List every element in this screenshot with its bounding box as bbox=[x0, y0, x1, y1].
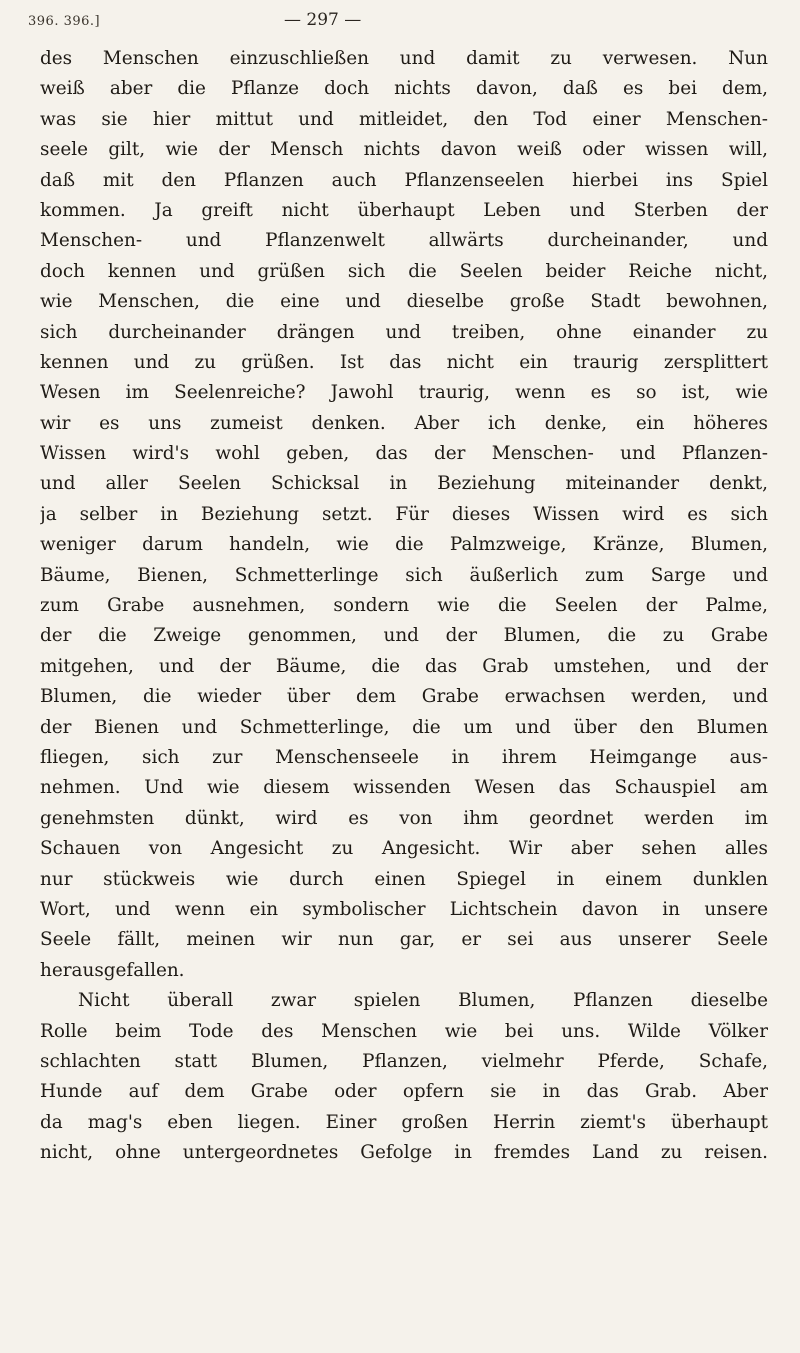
text-line: wir es uns zumeist denken. Aber ich denke, ein höheres bbox=[40, 412, 768, 434]
text-line: kommen. Ja greift nicht überhaupt Leben und Sterben der bbox=[40, 199, 768, 221]
page-header bbox=[28, 4, 760, 40]
text-line: und aller Seelen Schicksal in Beziehung miteinander denkt, bbox=[40, 473, 768, 495]
text-line: Wesen im Seelenreiche? Jawohl traurig, wenn es so ist, wie bbox=[40, 382, 768, 404]
text-line: da mag's eben liegen. Einer großen Herrin ziemt's überhaupt bbox=[40, 1111, 768, 1133]
text-line: schlachten statt Blumen, Pflanzen, vielmehr Pferde, Schafe, bbox=[40, 1050, 768, 1072]
text-line: mitgehen, und der Bäume, die das Grab umstehen, und der bbox=[40, 655, 768, 677]
text-line: Wissen wird's wohl geben, das der Menschen- und Pflanzen- bbox=[40, 443, 768, 465]
text-line: des Menschen einzuschließen und damit zu verwesen. Nun bbox=[40, 48, 768, 69]
text-line: sich durcheinander drängen und treiben, ohne einander zu bbox=[40, 321, 768, 343]
text-line: der Bienen und Schmetterlinge, die um und über den Blumen bbox=[40, 716, 768, 738]
text-line: der die Zweige genommen, und der Blumen, die zu Grabe bbox=[40, 625, 768, 647]
page-number: — 297 — bbox=[284, 10, 362, 30]
text-line: doch kennen und grüßen sich die Seelen beider Reiche nicht, bbox=[40, 260, 768, 282]
text-line: Menschen- und Pflanzenwelt allwärts durcheinander, und bbox=[40, 230, 768, 252]
text-line: weniger darum handeln, wie die Palmzweige, Kränze, Blumen, bbox=[40, 534, 768, 556]
text-line: wie Menschen, die eine und dieselbe große Stadt bewohnen, bbox=[40, 291, 768, 313]
text-line: ja selber in Beziehung setzt. Für dieses Wissen wird es sich bbox=[40, 503, 768, 525]
text-line: weiß aber die Pflanze doch nichts davon, daß es bei dem, bbox=[40, 78, 768, 100]
text-line: zum Grabe ausnehmen, sondern wie die Seelen der Palme, bbox=[40, 595, 768, 617]
text-line: Seele fällt, meinen wir nun gar, er sei aus unserer Seele bbox=[40, 929, 768, 951]
text-line: Blumen, die wieder über dem Grabe erwachsen werden, und bbox=[40, 686, 768, 708]
text-line: genehmsten dünkt, wird es von ihm geordnet werden im bbox=[40, 807, 768, 829]
paragraph-start-line: Nicht überall zwar spielen Blumen, Pflanzen dieselbe bbox=[78, 990, 768, 1012]
text-line: Hunde auf dem Grabe oder opfern sie in das Grab. Aber bbox=[40, 1081, 768, 1103]
body-text bbox=[40, 44, 768, 1168]
text-line: kennen und zu grüßen. Ist das nicht ein traurig zersplittert bbox=[40, 351, 768, 373]
text-line: Wort, und wenn ein symbolischer Lichtschein davon in unsere bbox=[40, 898, 768, 920]
text-line: daß mit den Pflanzen auch Pflanzenseelen hierbei ins Spiel bbox=[40, 169, 768, 191]
paragraph-end-line: herausgefallen. bbox=[40, 959, 185, 981]
text-line: seele gilt, wie der Mensch nichts davon weiß oder wissen will, bbox=[40, 139, 768, 161]
text-line: nicht, ohne untergeordnetes Gefolge in fremdes Land zu reisen. bbox=[40, 1142, 768, 1164]
text-line: Rolle beim Tode des Menschen wie bei uns. Wilde Völker bbox=[40, 1020, 768, 1042]
text-line: was sie hier mittut und mitleidet, den Tod einer Menschen- bbox=[40, 108, 768, 130]
running-head: 396. 396.] bbox=[28, 14, 101, 29]
text-line: Bäume, Bienen, Schmetterlinge sich äußerlich zum Sarge und bbox=[40, 564, 768, 586]
text-line: fliegen, sich zur Menschenseele in ihrem Heimgange aus- bbox=[40, 746, 768, 768]
text-line: Schauen von Angesicht zu Angesicht. Wir aber sehen alles bbox=[40, 838, 768, 860]
text-line: nur stückweis wie durch einen Spiegel in einem dunklen bbox=[40, 868, 768, 890]
text-line: nehmen. Und wie diesem wissenden Wesen das Schauspiel am bbox=[40, 777, 768, 799]
